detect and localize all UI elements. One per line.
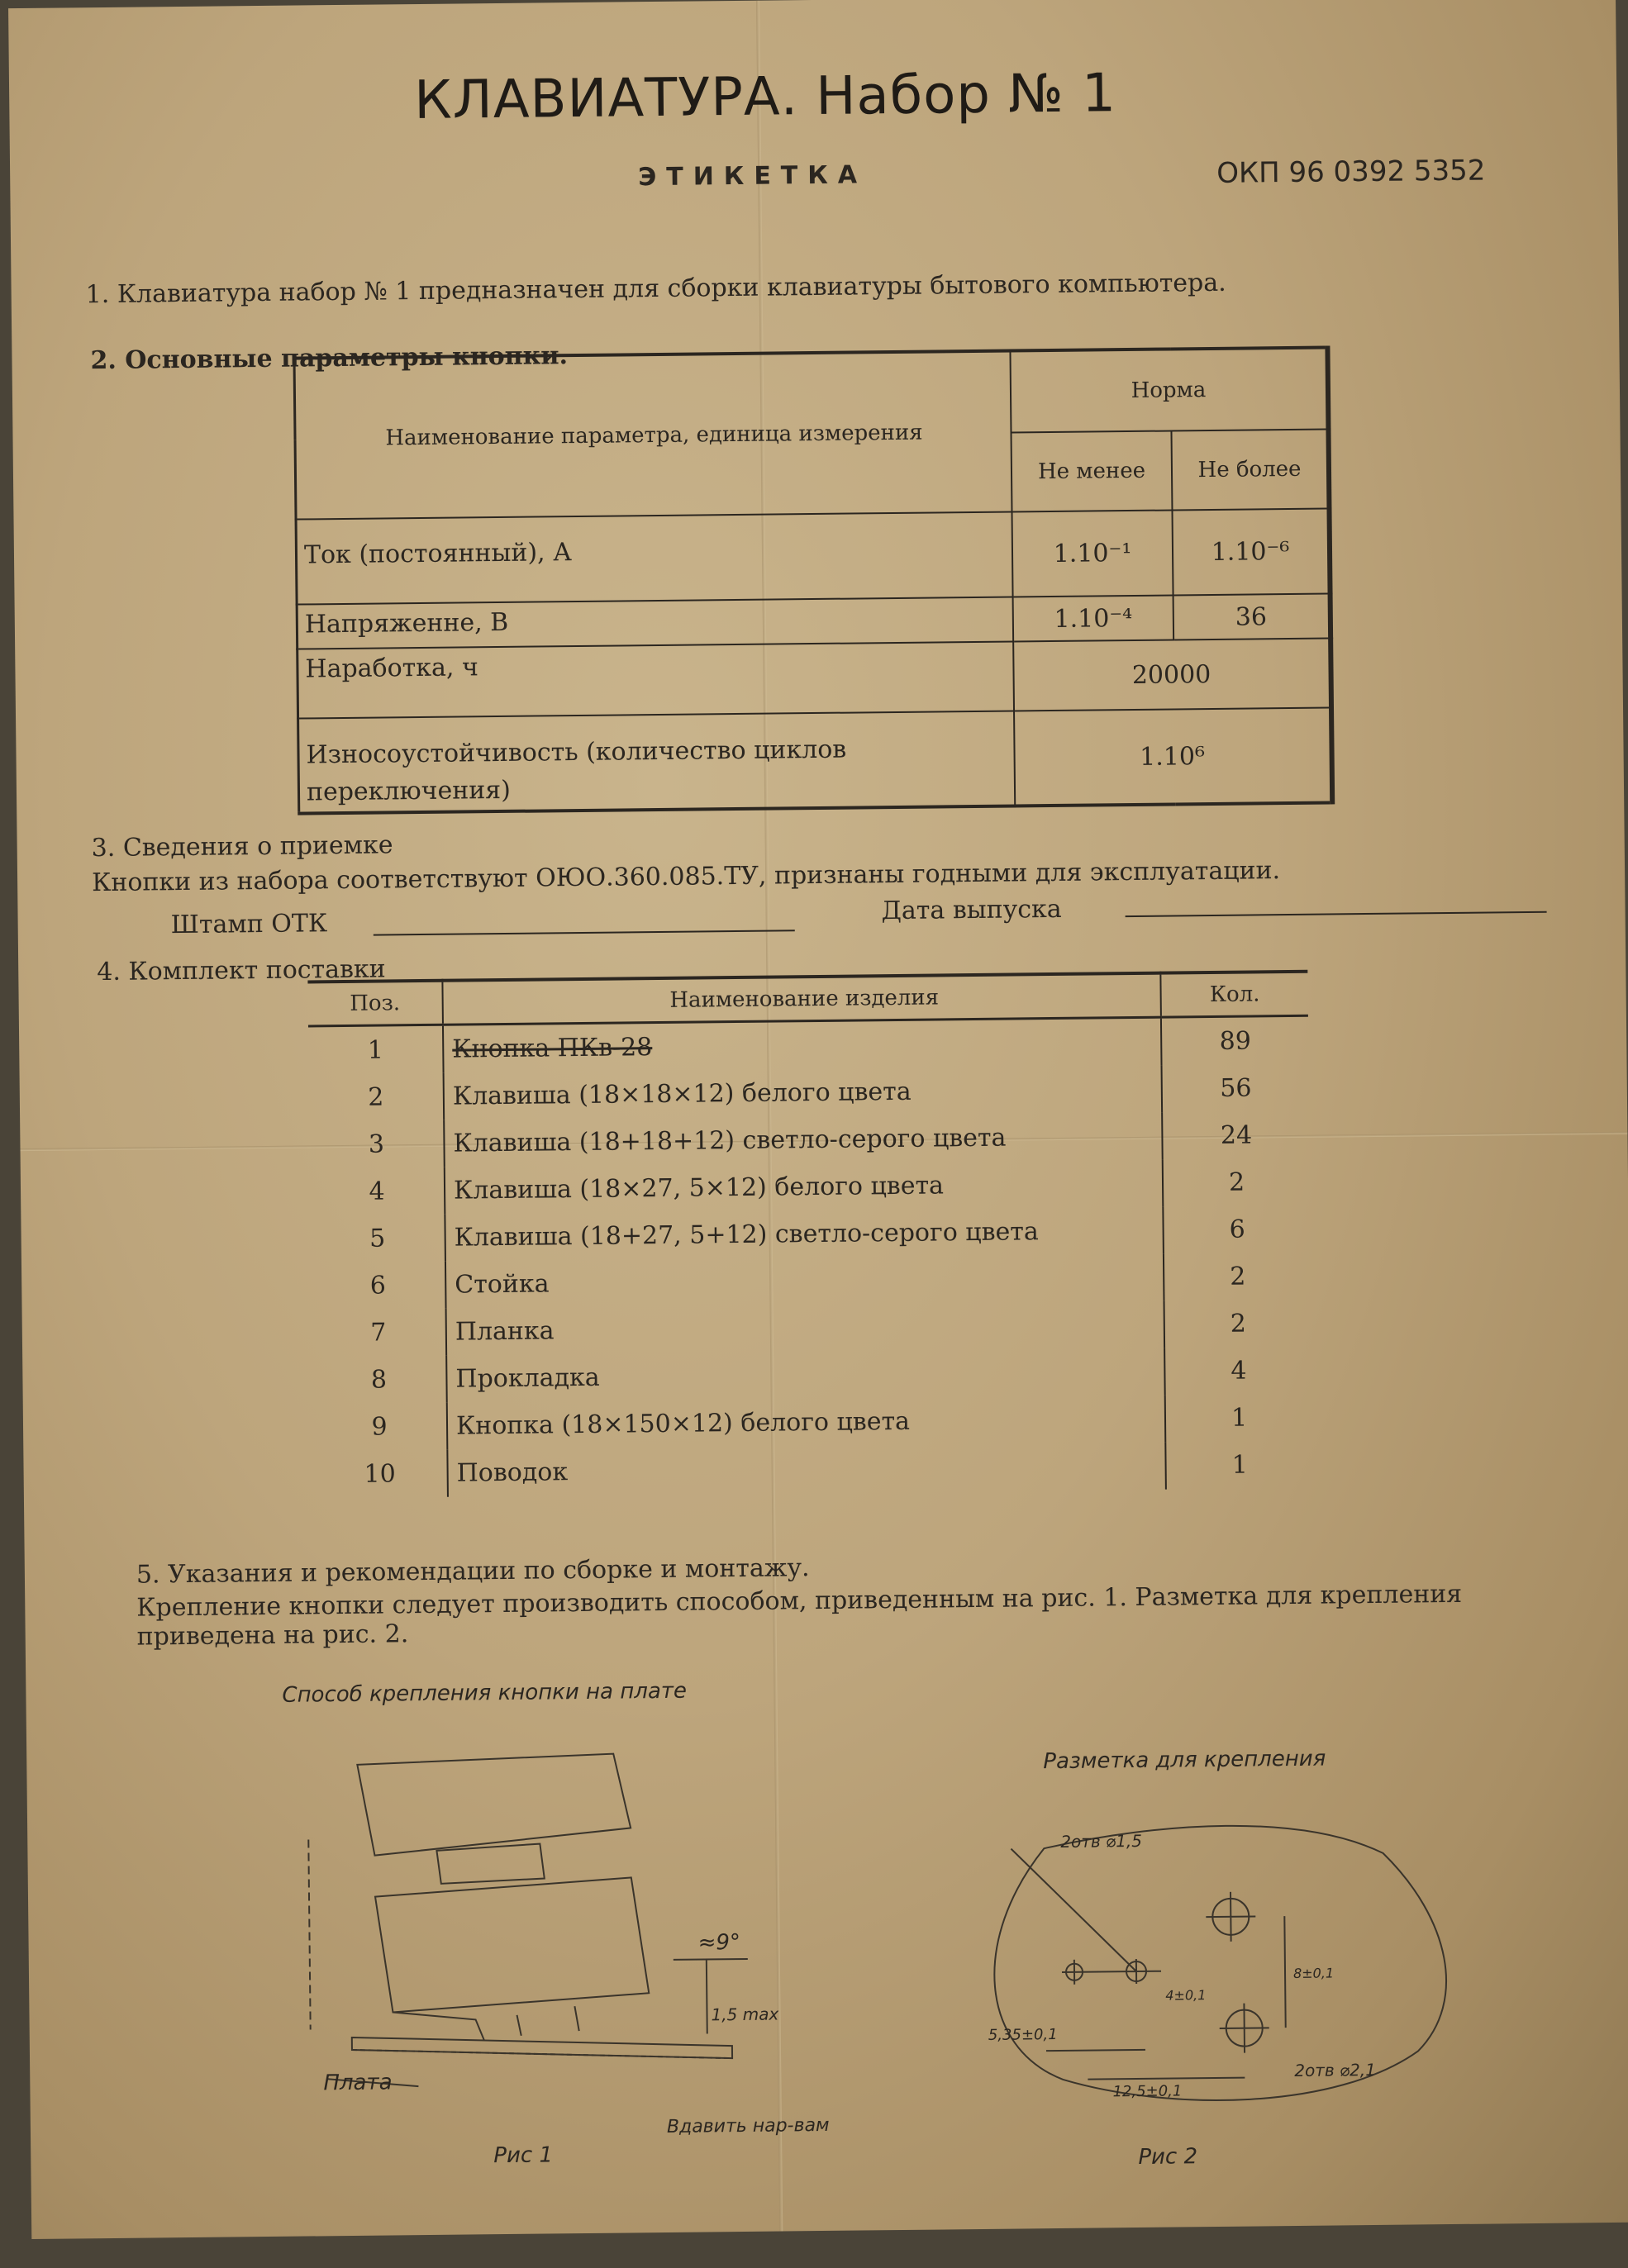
- document-subtitle: ЭТИКЕТКА: [638, 160, 868, 193]
- table-row: 2 Клавиша (18×18×12) белого цвета 56: [309, 1064, 1310, 1122]
- document-title: КЛАВИАТУРА. Набор № 1: [413, 63, 1117, 132]
- param-row-current: Ток (постоянный), А: [296, 511, 1013, 604]
- table-row: 9 Кнопка (18×150×12) белого цвета 1: [312, 1394, 1313, 1452]
- stamp-label: Штамп ОТК: [170, 909, 328, 940]
- figure-2-dim-1: 5,35±0,1: [988, 2026, 1058, 2044]
- section-5-line-1: Крепление кнопки следует производить способом, приведенным на рис. 1. Разметка для крепления: [136, 1579, 1463, 1623]
- kit-qty-header: Кол.: [1160, 972, 1307, 1017]
- norm-column-header: Норма: [1010, 347, 1328, 432]
- figure-1-caption: Рис 1: [493, 2142, 554, 2169]
- table-row: 8 Прокладка 4: [312, 1347, 1312, 1405]
- table-row: 6 Стойка 2: [311, 1253, 1311, 1310]
- kit-table: [307, 970, 1312, 1499]
- kit-name-header: Наименование изделия: [442, 973, 1161, 1025]
- figure-2-holes-label-1: 2отв ⌀1,5: [1060, 1830, 1143, 1852]
- document-sheet: [8, 0, 1628, 2239]
- min-column-header: Не менее: [1011, 430, 1172, 511]
- figure-1-board-label: Плата: [323, 2070, 393, 2096]
- param-row-voltage: Напряженне, В: [297, 597, 1013, 649]
- section-5-line-2: приведена на рис. 2.: [136, 1619, 409, 1652]
- parameters-table: [293, 345, 1335, 815]
- section-4-heading: 4. Комплект поставки: [97, 954, 386, 987]
- figure-2-holes-label-2: 2отв ⌀2,1: [1294, 2059, 1377, 2081]
- voltage-min: 1.10⁻⁴: [1013, 595, 1174, 641]
- okp-code: ОКП 96 0392 5352: [1216, 154, 1486, 190]
- figure-2-caption-top: Разметка для крепления: [1043, 1746, 1326, 1775]
- section-2-heading: 2. Основные параметры кнопки.: [90, 341, 569, 376]
- figure-1-mounting-drawing: [265, 1676, 915, 2195]
- table-row: 3 Клавиша (18+18+12) светло-серого цвета 24: [309, 1111, 1310, 1169]
- section-3-text: Кнопки из набора соответствуют ОЮО.360.085.ТУ, признаны годными для эксплуатации.: [91, 856, 1281, 898]
- param-column-header: Наименование параметра, единица измерения: [294, 351, 1012, 520]
- figure-2-caption: Рис 2: [1138, 2144, 1198, 2171]
- table-row: 5 Клавиша (18+27, 5+12) светло-серого цвета 6: [310, 1205, 1311, 1263]
- figure-2-dim-3: 8±0,1: [1292, 1965, 1335, 1982]
- figure-2-marking-drawing: [952, 1728, 1486, 2197]
- durability-value: 1.10⁶: [1014, 707, 1332, 806]
- kit-pos-header: Поз.: [307, 981, 443, 1026]
- section-1-text: 1. Клавиатура набор № 1 предназначен для сборки клавиатуры бытового компьютера.: [85, 268, 1226, 310]
- current-max: 1.10⁻⁶: [1173, 508, 1330, 595]
- param-row-runtime: Наработка, ч: [298, 641, 1014, 718]
- table-row: 10 Поводок 1: [312, 1441, 1313, 1499]
- date-label: Дата выпуска: [881, 894, 1062, 926]
- figure-1-gap-label: 1,5 max: [711, 2004, 779, 2025]
- voltage-max: 36: [1173, 593, 1330, 640]
- param-row-durability: Износоустойчивость (количество циклов переключения): [298, 711, 1016, 813]
- figure-1-caption-top: Способ крепления кнопки на плате: [282, 1678, 688, 1708]
- figure-2-dim-2: 12,5±0,1: [1112, 2082, 1183, 2101]
- figure-2-svg: [952, 1728, 1486, 2197]
- table-row: 4 Клавиша (18×27, 5×12) белого цвета 2: [310, 1158, 1311, 1216]
- current-min: 1.10⁻¹: [1012, 510, 1173, 597]
- table-row: 1 Кнопка ПКв-28 89: [308, 1015, 1309, 1074]
- figure-1-press-label: Вдавить нар-вам: [666, 2114, 830, 2137]
- section-5-heading: 5. Указания и рекомендации по сборке и монтажу.: [136, 1553, 810, 1590]
- stamp-line: [374, 930, 795, 935]
- figure-1-angle-label: ≈9°: [697, 1930, 741, 1956]
- max-column-header: Не более: [1172, 429, 1330, 510]
- section-3-heading: 3. Сведения о приемке: [91, 830, 393, 863]
- figure-2-dim-4: 4±0,1: [1165, 1987, 1207, 2004]
- table-row: 7 Планка 2: [312, 1300, 1312, 1357]
- runtime-value: 20000: [1013, 638, 1331, 711]
- date-line: [1126, 911, 1547, 917]
